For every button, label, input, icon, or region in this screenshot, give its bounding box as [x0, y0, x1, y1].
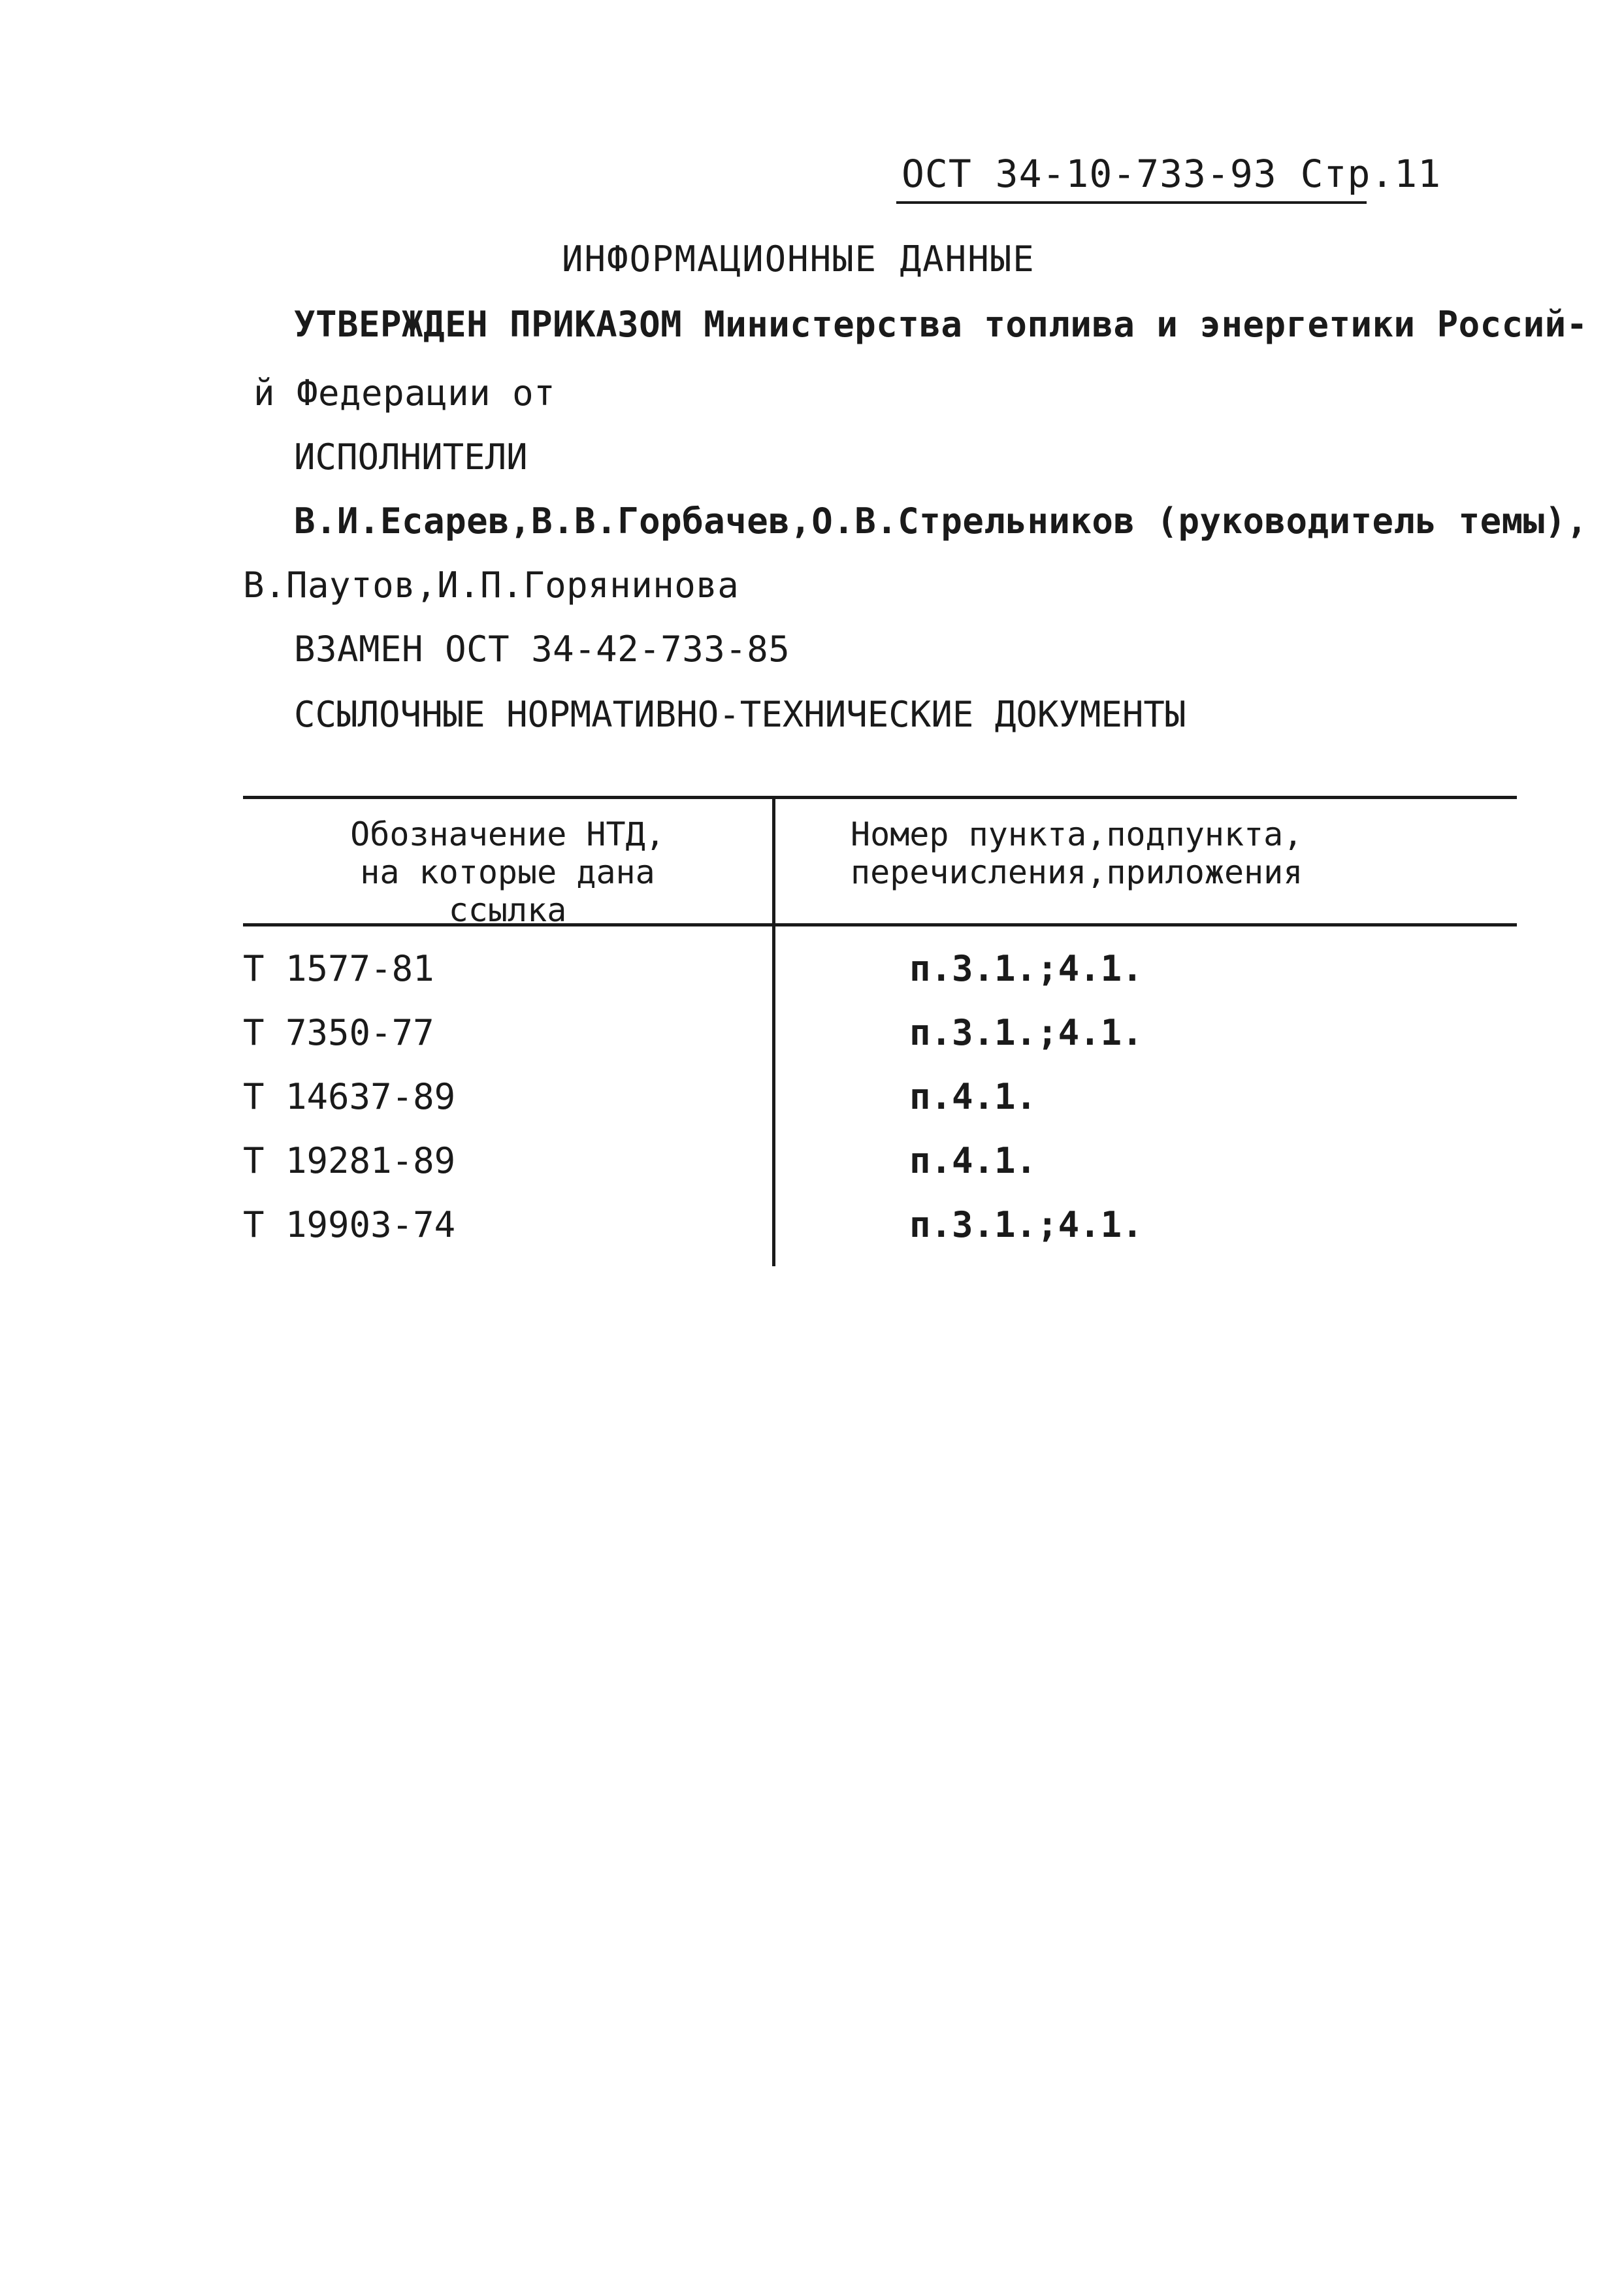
approval-line: УТВЕРЖДЕН ПРИКАЗОМ Министерства топлива и энергетики Россий-: [294, 304, 1588, 345]
table-row-items: п.3.1.;4.1.: [909, 1012, 1143, 1053]
header-underline: [896, 201, 1367, 204]
table-column-divider: [772, 796, 775, 1266]
table-row-items: п.3.1.;4.1.: [909, 948, 1143, 989]
replaces-line: ВЗАМЕН ОСТ 34-42-733-85: [294, 629, 790, 670]
table-row-items: п.4.1.: [909, 1140, 1037, 1181]
table-row-items: п.3.1.;4.1.: [909, 1204, 1143, 1245]
approval-line-continued: й Федерации от: [253, 372, 556, 414]
table-header-designation: Обозначение НТД, на которые дана ссылка: [350, 815, 665, 929]
references-heading: ССЫЛОЧНЫЕ НОРМАТИВНО-ТЕХНИЧЕСКИЕ ДОКУМЕНТЫ: [294, 694, 1186, 735]
document-code: ОСТ 34-10-733-93 Стр.11: [901, 152, 1442, 196]
table-row-items: п.4.1.: [909, 1076, 1037, 1117]
document-title: ИНФОРМАЦИОННЫЕ ДАННЫЕ: [562, 238, 1035, 280]
table-header-clause: Номер пункта,подпункта, перечисления,приложения: [851, 815, 1303, 891]
executors-names-continued: В.Паутов,И.П.Горянинова: [243, 565, 739, 606]
executors-names: В.И.Есарев,В.В.Горбачев,О.В.Стрельников (руководитель темы),: [294, 500, 1588, 542]
table-row-ref: Т 7350-77: [243, 1012, 434, 1053]
table-row-ref: Т 1577-81: [243, 948, 434, 989]
table-top-rule: [243, 796, 1517, 799]
executors-heading: ИСПОЛНИТЕЛИ: [294, 436, 528, 478]
table-row-ref: Т 19281-89: [243, 1140, 456, 1181]
table-row-ref: Т 19903-74: [243, 1204, 456, 1245]
references-table: [243, 796, 1517, 1266]
table-row-ref: Т 14637-89: [243, 1076, 456, 1117]
